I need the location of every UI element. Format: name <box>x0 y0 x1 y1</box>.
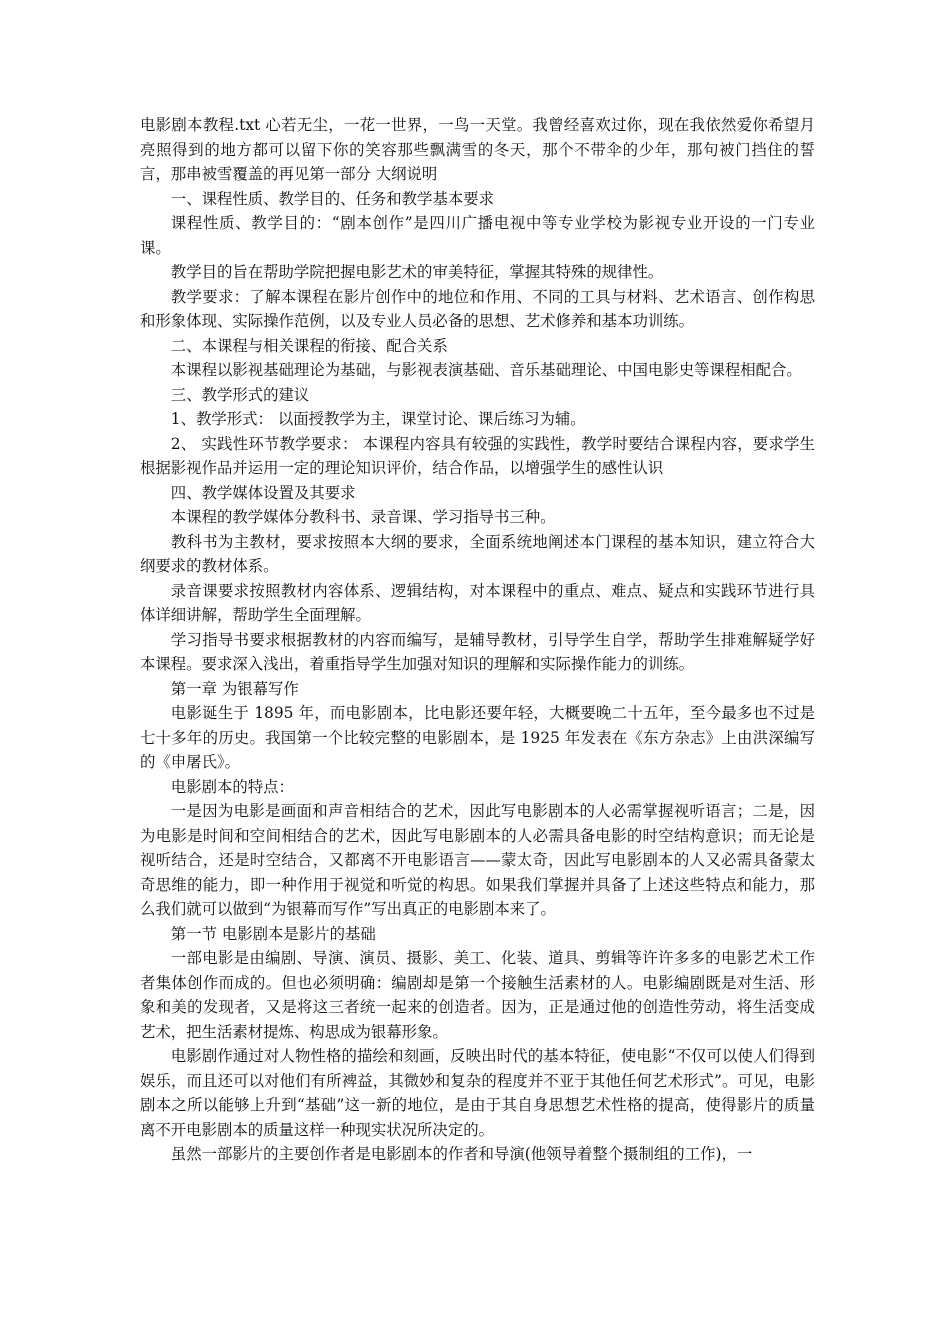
body-paragraph: 电影诞生于 1895 年，而电影剧本，比电影还要年轻，大概要晚二十五年，至今最多也不过是七十多年的历史。我国第一个比较完整的电影剧本，是 1925 年发表在《东方杂志》上由洪深编写的《申屠氏》。 <box>140 704 815 771</box>
chapter-heading: 第一章 为银幕写作 <box>170 679 299 698</box>
section-heading-3: 三、教学形式的建议 <box>170 385 310 404</box>
section-title: 第一节 电影剧本是影片的基础 <box>170 924 376 943</box>
body-paragraph: 教学目的旨在帮助学院把握电影艺术的审美特征，掌握其特殊的规律性。 <box>170 263 664 281</box>
document-page <box>140 113 815 1167</box>
body-paragraph: 教科书为主教材，要求按照本大纲的要求，全面系统地阐述本门课程的基本知识，建立符合大纲要求的教材体系。 <box>140 532 815 575</box>
section-heading-4: 四、教学媒体设置及其要求 <box>170 483 356 502</box>
body-paragraph: 一是因为电影是画面和声音相结合的艺术，因此写电影剧本的人必需掌握视听语言；二是，因为电影是时间和空间相结合的艺术，因此写电影剧本的人必需具备电影的时空结构意识；而无论是视听结合，还是时空结合，又都离不开电影语言——蒙太奇，因此写电影剧本的人又必需具备蒙太奇思维的能力，即一种作用于视觉和听觉的构思。如果我们掌握并具备了上述这些特点和能力，那么我们就可以做到“为银幕而写作”写出真正的电影剧本来了。 <box>140 802 815 918</box>
subheading: 电影剧本的特点： <box>170 777 294 796</box>
body-paragraph: 本课程的教学媒体分教科书、录音课、学习指导书三种。 <box>170 508 556 526</box>
body-paragraph: 学习指导书要求根据教材的内容而编写，是辅导教材，引导学生自学，帮助学生排难解疑学好本课程。要求深入浅出，着重指导学生加强对知识的理解和实际操作能力的训练。 <box>140 630 815 673</box>
body-paragraph: 课程性质、教学目的：“剧本创作”是四川广播电视中等专业学校为影视专业开设的一门专业课。 <box>140 214 815 257</box>
body-paragraph: 教学要求：了解本课程在影片创作中的地位和作用、不同的工具与材料、艺术语言、创作构思和形象体现、实际操作范例，以及专业人员必备的思想、艺术修养和基本功训练。 <box>140 287 815 330</box>
section-heading-1: 一、课程性质、教学目的、任务和教学基本要求 <box>170 189 495 208</box>
body-paragraph: 电影剧作通过对人物性格的描绘和刻画，反映出时代的基本特征，使电影“不仅可以使人们得到娱乐，而且还可以对他们有所裨益，其微妙和复杂的程度并不亚于其他任何艺术形式”。可见，电影剧本之所以能够上升到“基础”这一新的地位，是由于其自身思想艺术性格的提高，使得影片的质量离不开电影剧本的质量这样一种现实状况所决定的。 <box>140 1047 815 1139</box>
body-paragraph: 本课程以影视基础理论为基础，与影视表演基础、音乐基础理论、中国电影史等课程相配合。 <box>170 361 802 379</box>
body-paragraph: 2、 实践性环节教学要求： 本课程内容具有较强的实践性，教学时要结合课程内容，要求学生根据影视作品并运用一定的理论知识评价，结合作品，以增强学生的感性认识 <box>140 434 815 477</box>
section-heading-2: 二、本课程与相关课程的衔接、配合关系 <box>170 336 448 355</box>
body-paragraph: 虽然一部影片的主要创作者是电影剧本的作者和导演(他领导着整个摄制组的工作)，一 <box>170 1145 753 1163</box>
body-paragraph: 一部电影是由编剧、导演、演员、摄影、美工、化装、道具、剪辑等许许多多的电影艺术工作者集体创作而成的。但也必须明确：编剧却是第一个接触生活素材的人。电影编剧既是对生活、形象和美的发现者，又是将这三者统一起来的创造者。因为，正是通过他的创造性劳动，将生活变成艺术，把生活素材提炼、构思成为银幕形象。 <box>140 949 815 1041</box>
body-paragraph: 录音课要求按照教材内容体系、逻辑结构，对本课程中的重点、难点、疑点和实践环节进行具体详细讲解，帮助学生全面理解。 <box>140 581 815 624</box>
body-paragraph: 1、教学形式： 以面授教学为主，课堂讨论、课后练习为辅。 <box>170 410 586 428</box>
intro-paragraph: 电影剧本教程.txt 心若无尘，一花一世界，一鸟一天堂。我曾经喜欢过你，现在我依然爱你希望月亮照得到的地方都可以留下你的笑容那些飘满雪的冬天，那个不带伞的少年，那句被门挡住的誓言，那串被雪覆盖的再见第一部分 大纲说明 <box>140 116 815 183</box>
